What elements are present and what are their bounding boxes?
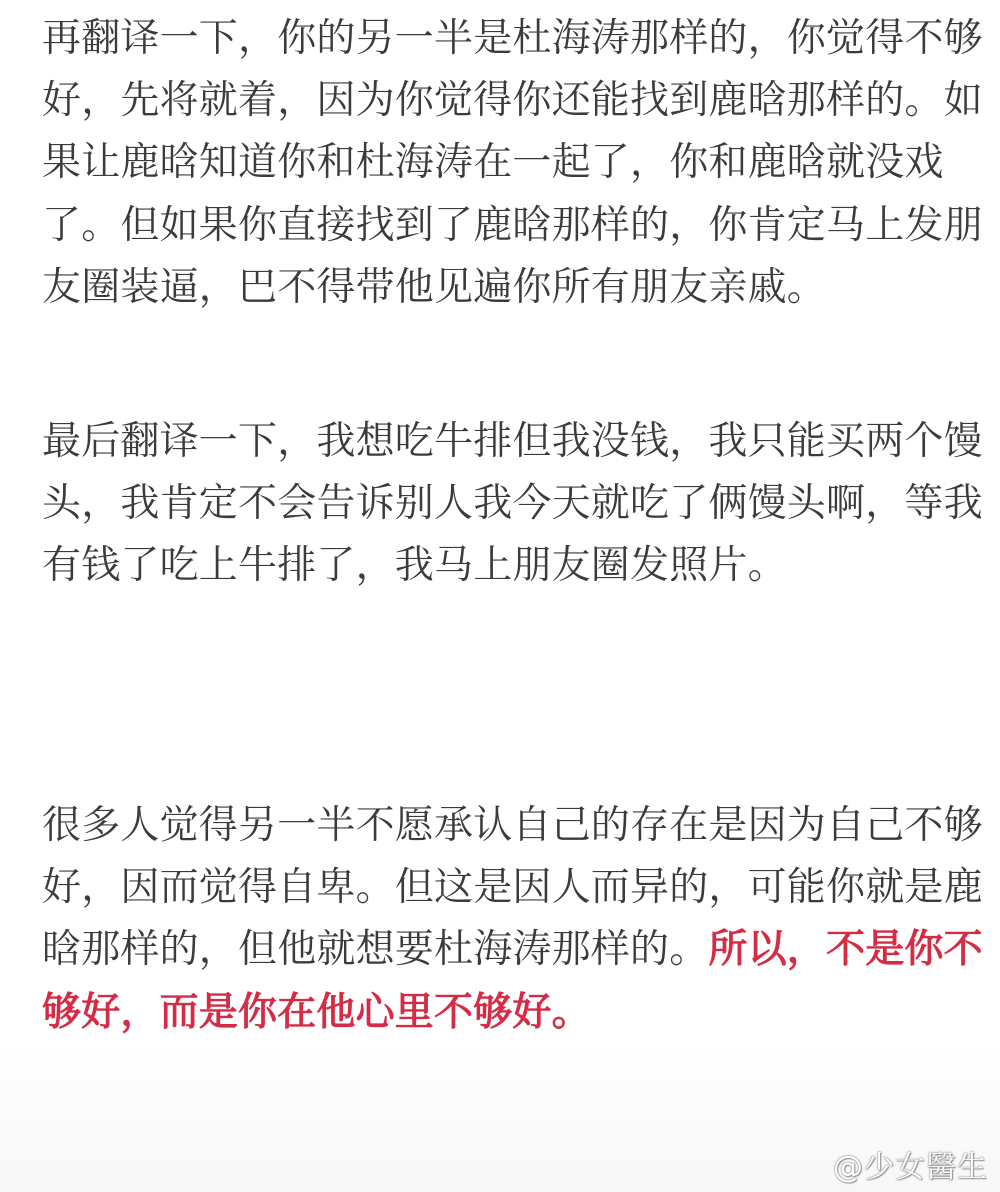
paragraph-2: [42, 411, 983, 598]
text-line-mixed: [42, 919, 983, 981]
text-line: 最后翻译一下，我想吃牛排但我没钱，我只能买两个馒: [42, 419, 983, 464]
paragraph-3: [42, 795, 983, 1044]
text-line: 很多人觉得另一半不愿承认自己的存在是因为自己不够: [42, 803, 983, 848]
text-span: 晗那样的，但他就想要杜海涛那样的。: [42, 927, 709, 973]
text-line: 头，我肯定不会告诉别人我今天就吃了俩馒头啊，等我: [42, 481, 983, 527]
watermark: @少女醫生: [833, 1150, 988, 1185]
text-line: 再翻译一下，你的另一半是杜海涛那样的，你觉得不够: [42, 16, 983, 61]
paragraph-1: [42, 8, 983, 319]
text-line: 果让鹿晗知道你和杜海涛在一起了，你和鹿晗就没戏: [42, 140, 944, 186]
text-line: 有钱了吃上牛排了，我马上朋友圈发照片。: [42, 543, 787, 589]
emphasis-line: 够好，而是你在他心里不够好。: [42, 989, 591, 1035]
text-line: 了。但如果你直接找到了鹿晗那样的，你肯定马上发朋: [42, 202, 983, 248]
text-line: 好，先将就着，因为你觉得你还能找到鹿晗那样的。如: [42, 78, 983, 124]
emphasis-text: 所以，不是你不: [708, 927, 983, 973]
text-line: 友圈装逼，巴不得带他见遍你所有朋友亲戚。: [42, 264, 827, 310]
text-line: 好，因而觉得自卑。但这是因人而异的，可能你就是鹿: [42, 865, 983, 911]
